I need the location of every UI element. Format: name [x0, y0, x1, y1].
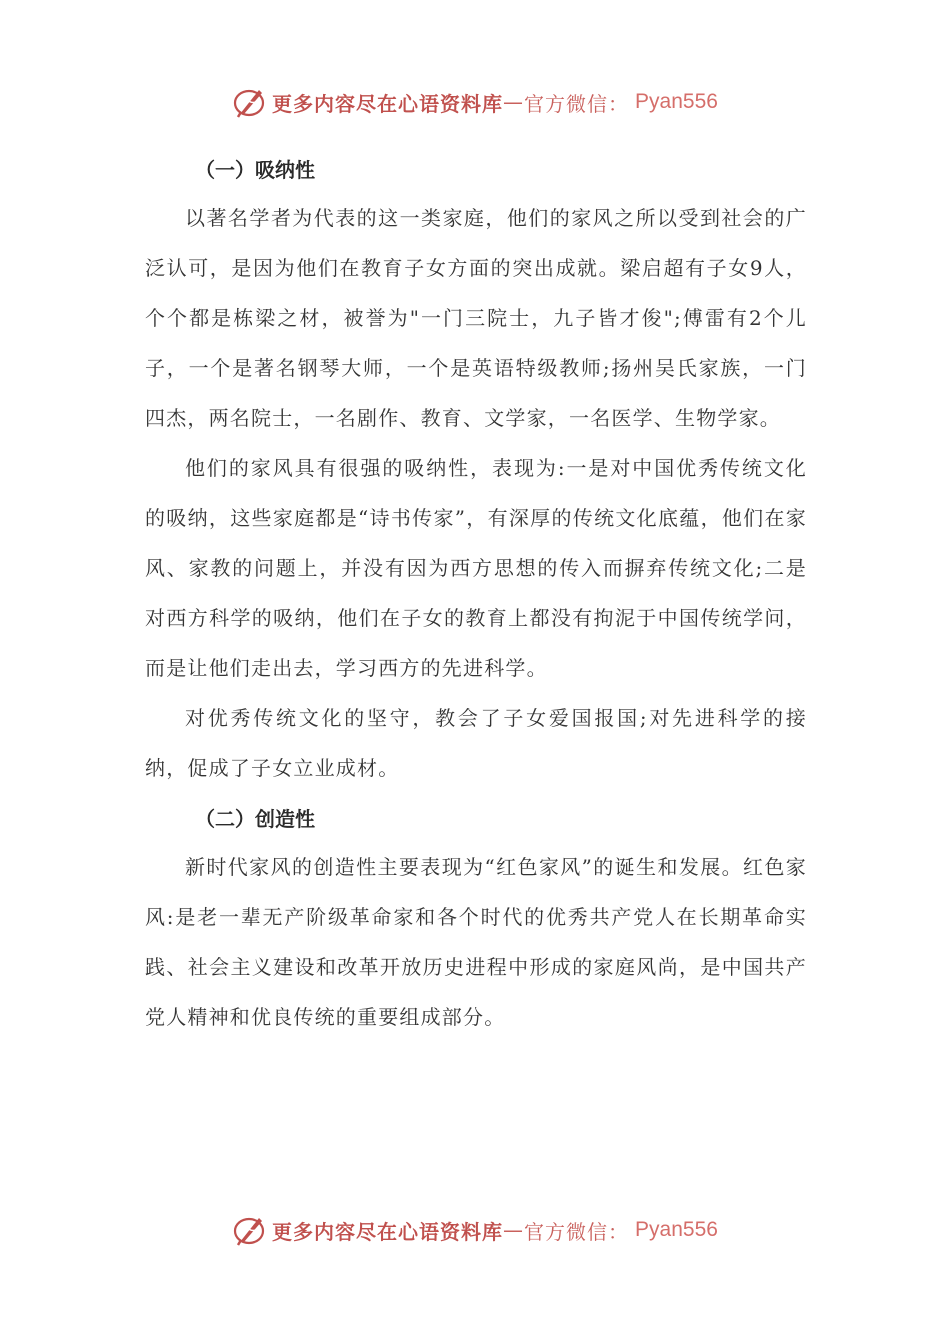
header-banner-sub: 官方微信：	[524, 91, 630, 116]
paragraph: 他们的家风具有很强的吸纳性，表现为:一是对中国优秀传统文化的吸纳，这些家庭都是“诗书传家”，有深厚的传统文化底蕴，他们在家风、家教的问题上，并没有因为西方思想的传入而摒弃传统文化;二是对西方科学的吸纳，他们在子女的教育上都没有拘泥于中国传统学问，而是让他们走出去，学习西方的先进科学。	[145, 456, 807, 680]
section-heading-absorption: （一）吸纳性	[195, 158, 315, 182]
header-banner	[0, 82, 950, 122]
header-banner-separator: —	[503, 90, 525, 114]
paragraph: 以著名学者为代表的这一类家庭，他们的家风之所以受到社会的广泛认可，是因为他们在教育子女方面的突出成就。梁启超有子女9人，个个都是栋梁之材，被誉为"一门三院士，九子皆才俊";傅雷有2个儿子，一个是著名钢琴大师，一个是英语特级教师;扬州吴氏家族，一门四杰，两名院士，一名剧作、教育、文学家，一名医学、生物学家。	[145, 206, 807, 430]
section-heading-creativity: （二）创造性	[195, 807, 315, 831]
paragraph: 新时代家风的创造性主要表现为“红色家风”的诞生和发展。红色家风:是老一辈无产阶级革命家和各个时代的优秀共产党人在长期革命实践、社会主义建设和改革开放历史进程中形成的家庭风尚，是中国共产党人精神和优良传统的重要组成部分。	[145, 855, 807, 1029]
footer-banner-separator: —	[503, 1218, 525, 1242]
quill-pen-logo-icon	[232, 84, 268, 120]
footer-banner-sub: 官方微信：	[524, 1219, 630, 1244]
quill-pen-logo-icon	[232, 1212, 268, 1248]
footer-banner-text	[272, 1216, 718, 1245]
document-body	[145, 148, 807, 1042]
footer-banner	[0, 1210, 950, 1250]
header-banner-text	[272, 88, 718, 117]
paragraph: 对优秀传统文化的坚守，教会了子女爱国报国;对先进科学的接纳，促成了子女立业成材。	[145, 706, 807, 780]
footer-banner-title: 更多内容尽在心语资料库	[272, 1219, 504, 1244]
footer-banner-wechat-id: Pyan556	[635, 1218, 718, 1241]
header-banner-title: 更多内容尽在心语资料库	[272, 91, 504, 116]
header-banner-wechat-id: Pyan556	[635, 90, 718, 113]
